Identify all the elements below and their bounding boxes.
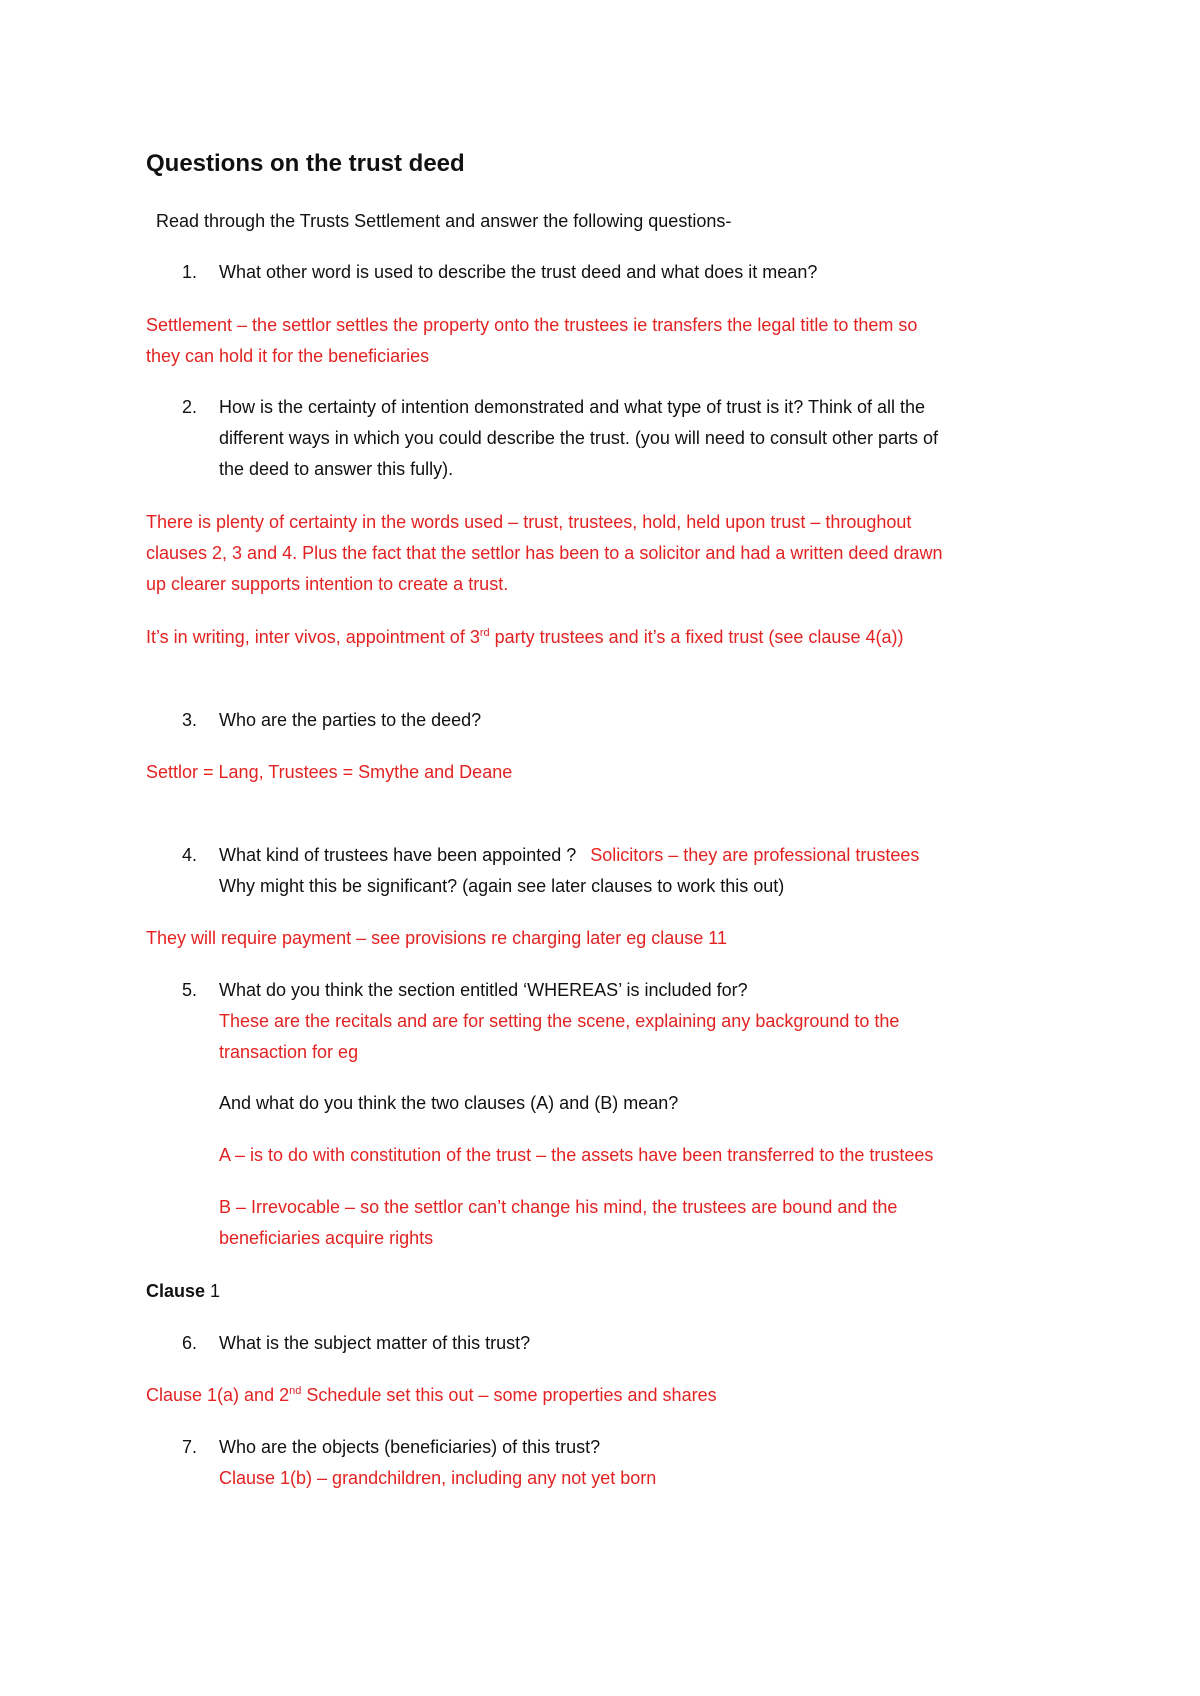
answer-5-line-1: These are the recitals and are for setting the scene, explaining any background to the [219, 1011, 900, 1031]
answer-5-b-line-1: B – Irrevocable – so the settlor can’t change his mind, the trustees are bound and the [219, 1197, 898, 1217]
question-1-text: What other word is used to describe the trust deed and what does it mean? [219, 262, 818, 282]
clause-heading-number: 1 [205, 1281, 221, 1301]
intro-text: Read through the Trusts Settlement and answer the following questions- [156, 211, 732, 231]
page-title: Questions on the trust deed [146, 150, 465, 177]
answer-2b-superscript: rd [479, 627, 490, 639]
answer-2b [146, 622, 903, 653]
answer-2b-text-start: It’s in writing, inter vivos, appointment of 3 [146, 627, 480, 647]
question-3-text: Who are the parties to the deed? [219, 710, 482, 730]
question-3-number: 3. [182, 710, 198, 730]
answer-1-line-2: they can hold it for the beneficiaries [146, 346, 430, 366]
answer-2-line-2: clauses 2, 3 and 4. Plus the fact that the settlor has been to a solicitor and had a written deed drawn [146, 543, 943, 563]
answer-6-text-end: Schedule set this out – some properties and shares [301, 1385, 717, 1405]
answer-7: Clause 1(b) – grandchildren, including any not yet born [219, 1468, 657, 1488]
answer-4: They will require payment – see provisions re charging later eg clause 11 [146, 928, 727, 948]
answer-5-line-2: transaction for eg [219, 1042, 359, 1062]
answer-2b-text-end: party trustees and it’s a fixed trust (see clause 4(a)) [489, 627, 904, 647]
question-7-text: Who are the objects (beneficiaries) of this trust? [219, 1437, 601, 1457]
question-2-line-1: How is the certainty of intention demonstrated and what type of trust is it? Think of all the [219, 397, 926, 417]
question-7-number: 7. [182, 1437, 198, 1457]
answer-2-line-1: There is plenty of certainty in the words used – trust, trustees, hold, held upon trust – throughout [146, 512, 912, 532]
clause-heading-label: Clause [146, 1281, 206, 1301]
question-2-number: 2. [182, 397, 198, 417]
answer-3: Settlor = Lang, Trustees = Smythe and Deane [146, 762, 513, 782]
question-2-line-2: different ways in which you could describe the trust. (you will need to consult other parts of [219, 428, 939, 448]
question-4-line-2: Why might this be significant? (again see later clauses to work this out) [219, 876, 785, 896]
answer-6 [146, 1380, 717, 1411]
answer-6-superscript: nd [289, 1385, 302, 1397]
question-5-number: 5. [182, 980, 198, 1000]
question-4-number: 4. [182, 845, 198, 865]
question-4-text [219, 840, 919, 871]
question-6-text: What is the subject matter of this trust? [219, 1333, 531, 1353]
answer-2-line-3: up clearer supports intention to create a trust. [146, 574, 509, 594]
answer-6-text-start: Clause 1(a) and 2 [146, 1385, 290, 1405]
question-2-line-3: the deed to answer this fully). [219, 459, 454, 479]
clause-heading [146, 1276, 220, 1307]
answer-5-b-line-2: beneficiaries acquire rights [219, 1228, 434, 1248]
answer-1-line-1: Settlement – the settlor settles the property onto the trustees ie transfers the legal title to them so [146, 315, 918, 335]
answer-5-a: A – is to do with constitution of the trust – the assets have been transferred to the trustees [219, 1145, 934, 1165]
question-5-followup: And what do you think the two clauses (A) and (B) mean? [219, 1093, 679, 1113]
question-4-text-main: What kind of trustees have been appointed ? [219, 845, 577, 865]
question-1-number: 1. [182, 262, 198, 282]
answer-4-inline: Solicitors – they are professional trustees [590, 845, 920, 865]
question-5-text: What do you think the section entitled ‘WHEREAS’ is included for? [219, 980, 748, 1000]
question-6-number: 6. [182, 1333, 198, 1353]
